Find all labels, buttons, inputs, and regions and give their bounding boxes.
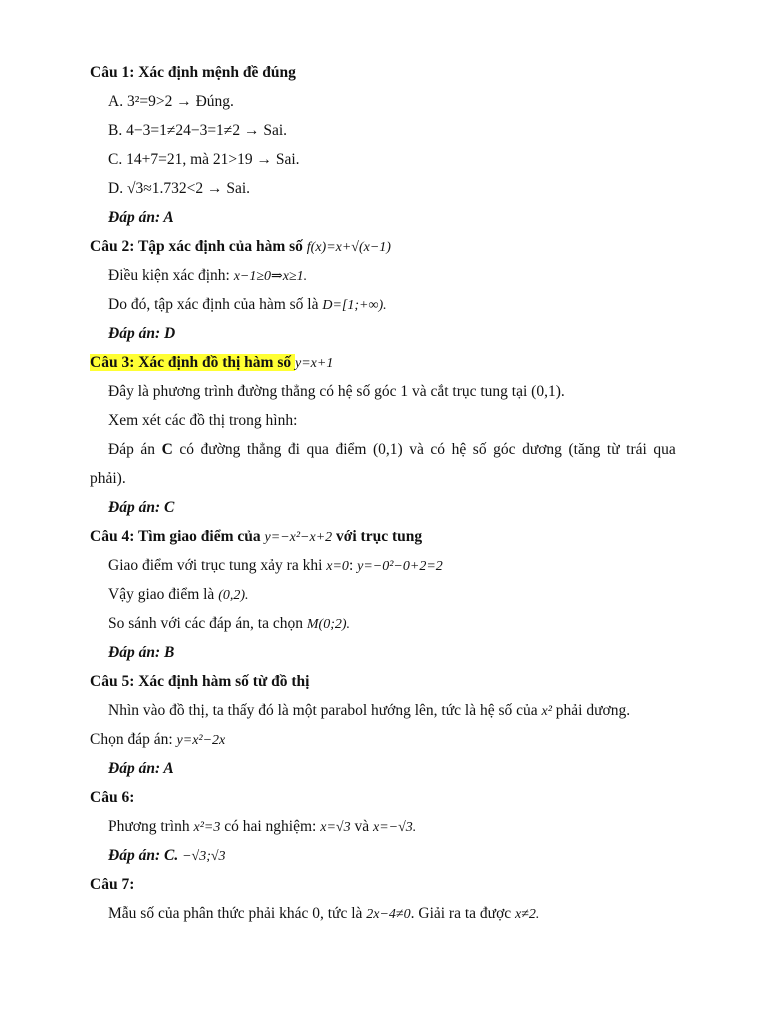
q3-line-3 (108, 440, 676, 460)
q2-answer: Đáp án: D (108, 325, 176, 342)
q5-line-2-formula: y=x²−2x (176, 733, 226, 748)
q1-option-c: C. 14+7=21, mà 21>19 → Sai. (108, 151, 300, 168)
q3-line-3-end: phải). (90, 470, 126, 487)
q7-title: Câu 7: (90, 876, 135, 893)
q4-line-3-formula: M(0;2). (306, 617, 351, 632)
q3-word: trái (626, 441, 647, 458)
q3-line-2: Xem xét các đồ thị trong hình: (108, 412, 298, 429)
q3-title-line (90, 353, 333, 374)
q5-answer: Đáp án: A (108, 760, 174, 777)
q6-line-1-text: Phương trình (108, 818, 194, 835)
q3-word: án (140, 441, 156, 458)
q5-line-1-end: phải dương. (551, 702, 631, 719)
q2-condition-line (108, 266, 307, 287)
q2-domain-text: Do đó, tập xác định của hàm số là (108, 296, 323, 313)
q6-line-1-formula-c: x=−√3. (372, 820, 417, 835)
q1-title: Câu 1: Xác định mệnh đề đúng (90, 64, 296, 81)
q4-line-2-text: Vậy giao điểm là (108, 586, 219, 603)
q3-word: từ (606, 441, 620, 458)
q3-word: số (472, 441, 487, 458)
q4-line-1-text: Giao điểm với trục tung xảy ra khi (108, 557, 327, 574)
q4-answer: Đáp án: B (108, 644, 175, 661)
q3-title-formula: y=x+1 (295, 356, 334, 371)
q3-word: có (430, 441, 446, 458)
q7-line-1-formula-a: 2x−4≠0 (366, 907, 411, 922)
q3-word: qua (653, 441, 676, 458)
q5-line-2 (90, 730, 225, 751)
q3-word: điểm (335, 441, 367, 458)
q4-title-formula: y=−x²−x+2 (264, 530, 333, 545)
q3-word: (tăng (568, 441, 601, 458)
q2-title-formula: f(x)=x+√(x−1) (306, 240, 391, 255)
q4-line-2 (108, 585, 249, 606)
q3-word: đi (287, 441, 300, 458)
q3-line-1: Đây là phương trình đường thẳng có hệ số góc 1 và cắt trục tung tại (0,1). (108, 383, 565, 400)
q2-condition-text: Điều kiện xác định: (108, 267, 234, 284)
q4-line-3-text: So sánh với các đáp án, ta chọn (108, 615, 307, 632)
q3-word: dương (522, 441, 562, 458)
q2-domain-formula: D=[1;+∞). (322, 298, 387, 313)
q4-line-1-formula-b: y=−0²−0+2=2 (357, 559, 443, 574)
q4-line-1-formula-a: x=0 (326, 559, 349, 574)
q4-line-1 (108, 556, 443, 577)
q1-option-b: B. 4−3=1≠24−3=1≠2 → Sai. (108, 122, 287, 139)
q5-title: Câu 5: Xác định hàm số từ đồ thị (90, 673, 310, 690)
q3-word: hệ (451, 441, 467, 458)
q3-word: qua (306, 441, 329, 458)
q6-line-1-mid: có hai nghiệm: (220, 818, 321, 835)
q3-word: Đáp (108, 441, 134, 458)
q4-line-2-formula: (0,2). (218, 588, 249, 603)
q2-domain-line (108, 295, 387, 316)
q6-answer: Đáp án: C. (108, 847, 179, 864)
q2-title-line (90, 237, 391, 258)
q3-word: góc (493, 441, 516, 458)
q6-answer-line (108, 846, 226, 867)
q4-line-3 (108, 614, 350, 635)
q4-title: Câu 4: Tìm giao điểm của (90, 528, 265, 545)
q2-condition-formula: x−1≥0⇒x≥1. (233, 269, 308, 284)
q3-word: (0,1) (372, 441, 403, 458)
q3-title: Câu 3: Xác định đồ thị hàm số (90, 354, 295, 371)
q2-title: Câu 2: Tập xác định của hàm số (90, 238, 307, 255)
q6-line-1-formula-b: x=√3 (320, 820, 351, 835)
q1-option-a: A. 3²=9>2 → Đúng. (108, 93, 234, 110)
q5-line-1 (108, 701, 630, 722)
q3-answer: Đáp án: C (108, 499, 175, 516)
q4-line-1-sep: : (348, 557, 358, 574)
q7-line-1-formula-b: x≠2. (515, 907, 540, 922)
q5-line-1-text: Nhìn vào đồ thị, ta thấy đó là một parabol hướng lên, tức là hệ số của (108, 702, 542, 719)
q6-title: Câu 6: (90, 789, 135, 806)
q3-title-highlight (90, 354, 295, 371)
q7-line-1-text: Mẫu số của phân thức phải khác 0, tức là (108, 905, 367, 922)
q6-line-1-and: và (350, 818, 373, 835)
q3-word: thẳng (246, 441, 282, 458)
q7-line-1-mid: . Giải ra ta được (410, 905, 516, 922)
q3-word: có (179, 441, 194, 458)
q3-word: đường (200, 441, 241, 458)
q6-answer-formula: −√3;√3 (182, 849, 226, 864)
q1-option-d: D. √3≈1.732<2 → Sai. (108, 180, 251, 197)
q4-title-end: với trục tung (332, 528, 423, 545)
q5-line-2-text: Chọn đáp án: (90, 731, 177, 748)
q7-line-1 (108, 904, 539, 925)
q6-line-1-formula-a: x²=3 (193, 820, 221, 835)
q3-word: và (409, 441, 424, 458)
q3-word-option: C (161, 441, 173, 458)
q4-title-line (90, 527, 422, 548)
q5-line-1-formula: x² (541, 704, 552, 719)
q6-line-1 (108, 817, 416, 838)
q1-answer: Đáp án: A (108, 209, 174, 226)
